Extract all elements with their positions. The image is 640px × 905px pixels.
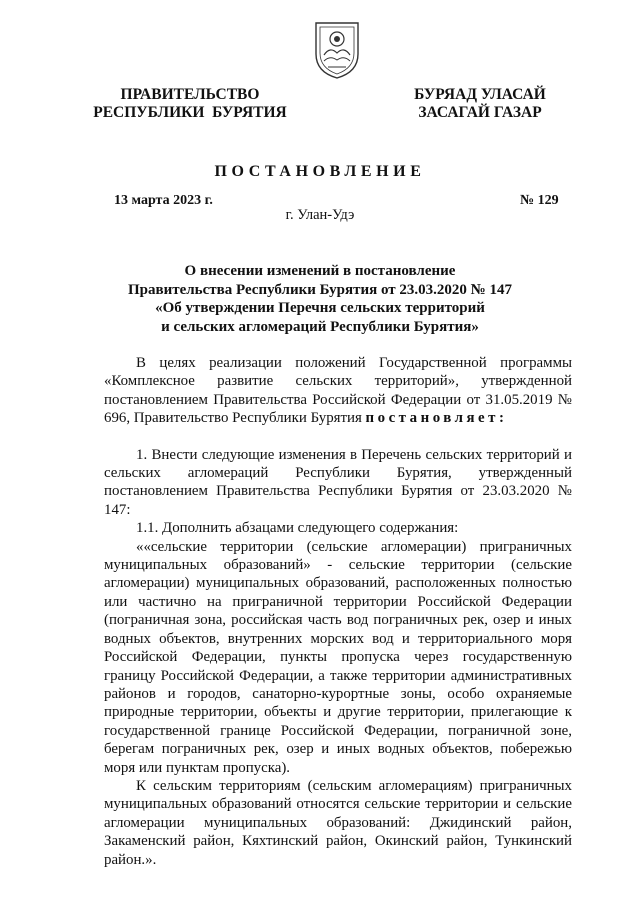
title-line-4: и сельских агломераций Республики Бурятия» (161, 318, 479, 335)
header-right (380, 86, 580, 122)
item-1-paragraph: 1. Внести следующие изменения в Перечень сельских территорий и сельских агломераций Республики Бурятия, утвержденный постановлением Правительства Республики Бурятия от 23.03.2020 № 147: (104, 446, 572, 518)
definition-paragraph: ««сельские территории (сельские агломерации) приграничных муниципальных образований» - сельские территории (сельские агломерации) муниципальных образований, расположенных полностью или частично на приграничной территории Российской Федерации (пограничная зона, российская часть вод пограничных рек, озер и иных водных объектов, внутренних морских вод и территориального моря Российской Федерации, пункты пропуска через государственную границу Российской Федерации, а также территории административных районов и городов, санаторно-курортные зоны, особо охраняемые природные территории, объекты и другие территории, прилегающие к государственной границе Российской Федерации, пограничной зоне, берегам пограничных рек, озер и иных водных объектов, побережью моря или пунктам пропуска). (104, 538, 572, 776)
preamble-paragraph (104, 354, 572, 428)
title-line-3: «Об утверждении Перечня сельских территорий (155, 300, 485, 317)
document-city: г. Улан-Удэ (285, 207, 355, 223)
header-right-line-2: ЗАСАГАЙ ГАЗАР (418, 104, 542, 121)
document-date: 13 марта 2023 г. (114, 193, 213, 208)
header-left-line-1: ПРАВИТЕЛЬСТВО (120, 86, 260, 103)
header-left-line-2: РЕСПУБЛИКИ БУРЯТИЯ (93, 104, 287, 121)
title-line-2: Правительства Республики Бурятия от 23.03.2020 № 147 (127, 281, 512, 298)
title-line-1: О внесении изменений в постановление (184, 263, 456, 279)
preamble-text: В целях реализации положений Государственной программы «Комплексное развитие сельских территорий», утвержденной постановлением Правительства Российской Федерации от 31.05.2019 № 696, Правительство Республики Бурятия (104, 355, 572, 427)
item-1-1-paragraph: 1.1. Дополнить абзацами следующего содержания: (136, 520, 459, 537)
document-number: № 129 (520, 193, 559, 208)
header-right-line-1: БУРЯАД УЛАСАЙ (414, 86, 546, 103)
coat-of-arms-emblem-icon (312, 20, 362, 80)
resolves-keyword: постановляет: (365, 410, 508, 427)
districts-paragraph: К сельским территориям (сельским агломерациям) приграничных муниципальных образований относятся сельские территории и сельские агломерации муниципальных образований: Джидинский район, Закаменский район, Кяхтинский район, Окинский район, Тункинский район.». (104, 777, 572, 868)
document-title (100, 262, 540, 336)
document-body (104, 354, 572, 869)
document-type: ПОСТАНОВЛЕНИЕ (214, 163, 426, 180)
header-left (80, 86, 300, 122)
